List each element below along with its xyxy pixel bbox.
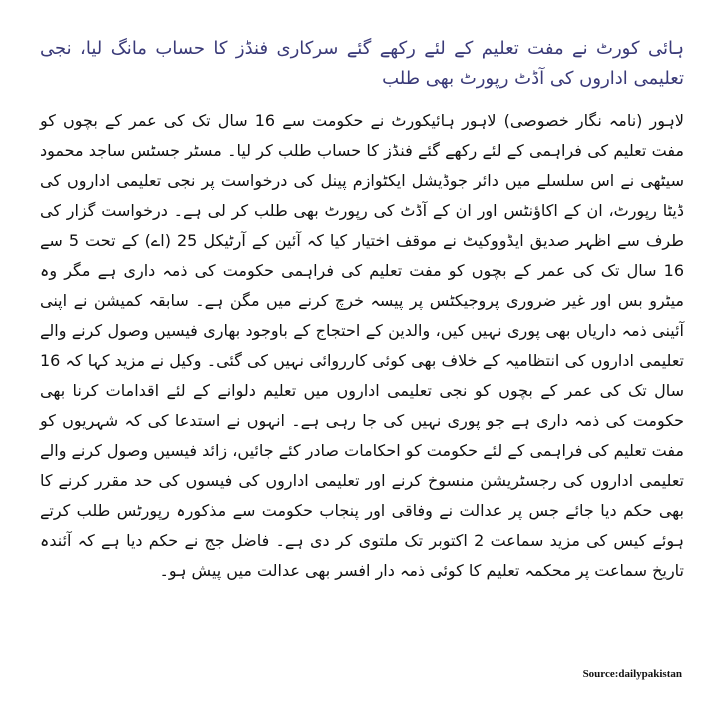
- source-credit: Source:dailypakistan: [582, 668, 682, 680]
- article-headline: ہائی کورٹ نے مفت تعلیم کے لئے رکھے گئے سرکاری فنڈز کا حساب مانگ لیا، نجی تعلیمی اداروں کی آڈٹ رپورٹ بھی طلب: [40, 38, 684, 89]
- article-body: لاہور (نامہ نگار خصوصی) لاہور ہائیکورٹ نے حکومت سے 16 سال تک کی عمر کے بچوں کو مفت تعلیم کی فراہمی کے لئے رکھے گئے فنڈز کا حساب طلب کر لیا۔ مسٹر جسٹس ساجد محمود سیٹھی نے اس سلسلے میں دائر جوڈیشل ایکٹوازم پینل کی درخواست پر نجی تعلیمی اداروں کی ڈیٹا رپورٹ، ان کے اکاؤنٹس اور ان کے آڈٹ کی رپورٹ بھی طلب کر لی ہے۔ درخواست گزار کی طرف سے اظہر صدیق ایڈووکیٹ نے موقف اختیار کیا کہ آئین کے آرٹیکل 25 (اے) کے تحت 5 سے 16 سال تک کی عمر کے بچوں کو مفت تعلیم کی فراہمی حکومت کی ذمہ داری ہے مگر وہ میٹرو بس اور غیر ضروری پروجیکٹس پر پیسہ خرچ کرنے میں مگن ہے۔ سابقہ کمیشن نے اپنی آئینی ذمہ داریاں بھی پوری نہیں کیں، والدین کے احتجاج کے باوجود بھاری فیسیں وصول کرنے والے تعلیمی اداروں کی انتظامیہ کے خلاف بھی کوئی کارروائی نہیں کی گئی۔ وکیل نے مزید کہا کہ 16 سال تک کی عمر کے بچوں کو نجی تعلیمی اداروں میں تعلیم دلوانے کے لئے اقدامات کرنا بھی حکومت کی ذمہ داری ہے جو پوری نہیں کی جا رہی ہے۔ انہوں نے استدعا کی کہ شہریوں کو مفت تعلیم کی فراہمی کے لئے حکومت کو احکامات صادر کئے جائیں، زائد فیسیں وصول کرنے والے تعلیمی اداروں کی رجسٹریشن منسوخ کرنے اور تعلیمی اداروں کی فیسوں کی حد مقرر کرنے کا بھی حکم دیا جائے جس پر عدالت نے وفاقی اور پنجاب حکومت سے مذکورہ رپورٹس طلب کرتے ہوئے کیس کی مزید سماعت 2 اکتوبر تک ملتوی کر دی ہے۔ فاضل جج نے حکم دیا ہے کہ آئندہ تاریخ سماعت پر محکمہ تعلیم کا کوئی ذمہ دار افسر بھی عدالت میں پیش ہو۔: [40, 111, 685, 580]
- news-article: [40, 34, 684, 586]
